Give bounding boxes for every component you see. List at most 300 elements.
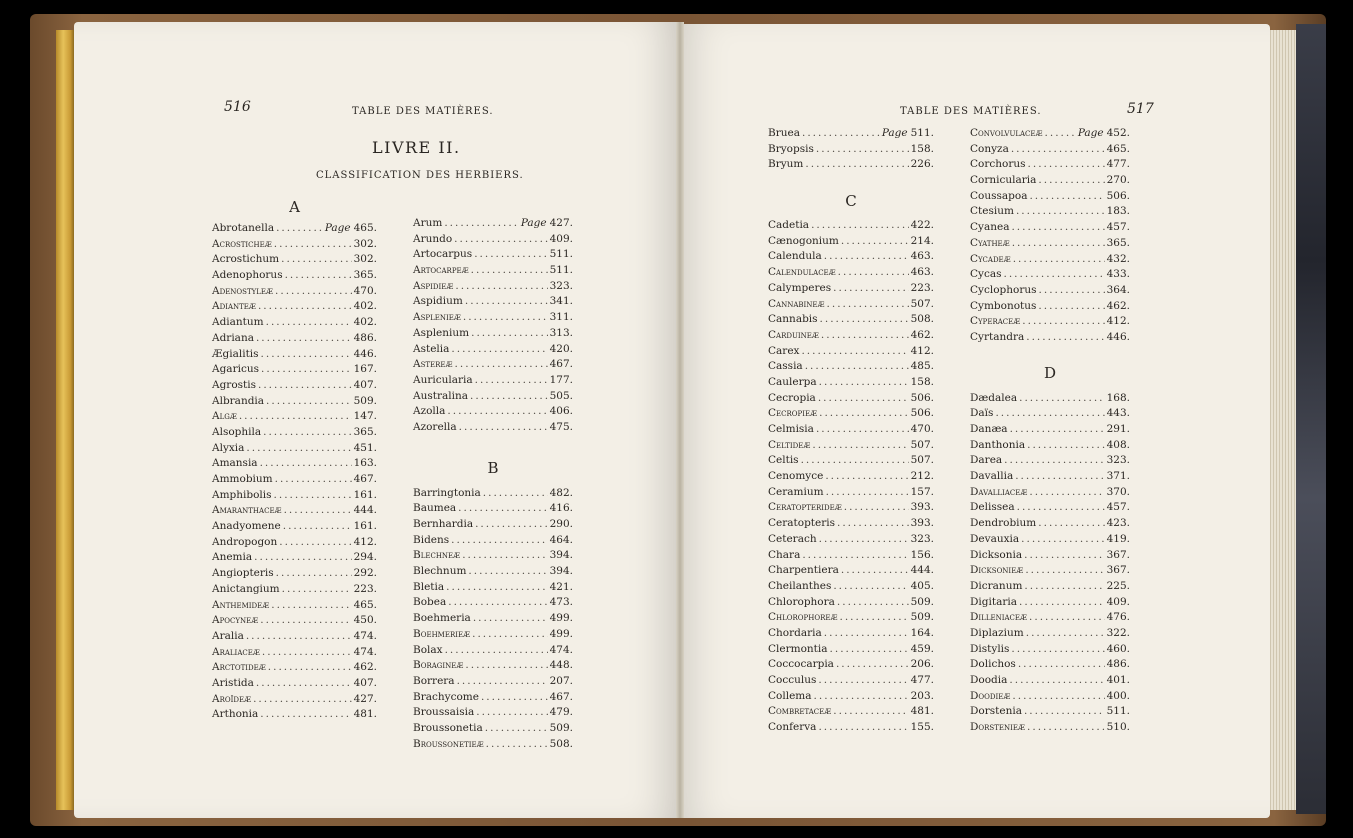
dot-leader <box>475 518 548 530</box>
page-number: 473. <box>549 596 573 609</box>
entry-page <box>1107 439 1130 451</box>
dot-leader <box>833 282 909 294</box>
dot-leader <box>260 708 351 720</box>
entry-page <box>911 580 934 592</box>
entry-name: Clermontia <box>768 642 828 655</box>
entry-page <box>1107 190 1130 202</box>
page-number: 511. <box>910 127 934 139</box>
entry-page <box>1107 221 1130 233</box>
entry-page <box>911 705 934 717</box>
index-entry <box>768 345 934 361</box>
entry-page <box>354 630 377 642</box>
index-entry <box>768 127 934 143</box>
page-number: 365. <box>1106 236 1130 249</box>
entry-name: Broussonetieæ <box>413 737 484 750</box>
index-entry <box>212 410 377 426</box>
index-entry <box>212 222 377 238</box>
dot-leader <box>827 298 909 310</box>
entry-name: Bryopsis <box>768 142 814 155</box>
page-number: 509. <box>353 394 377 407</box>
index-entry <box>413 264 573 280</box>
page-number: 465. <box>353 222 377 234</box>
index-entry <box>413 280 573 296</box>
page-number: 167. <box>353 363 377 376</box>
entry-name: Ceterach <box>768 532 817 545</box>
dot-leader <box>266 316 352 328</box>
dot-leader <box>474 248 547 260</box>
entry-name: Aroïdeæ <box>212 692 252 705</box>
dot-leader <box>1004 268 1105 280</box>
dot-leader <box>820 313 909 325</box>
page-number: 406. <box>549 405 573 418</box>
entry-name: Bruea <box>768 127 800 139</box>
index-entry <box>212 238 377 254</box>
entry-page <box>550 738 573 750</box>
dot-leader <box>454 233 547 245</box>
entry-name: Combretaceæ <box>768 705 832 718</box>
dot-leader <box>830 643 909 655</box>
dot-leader <box>837 517 909 529</box>
page-number: 223. <box>353 582 377 595</box>
entry-name: Calymperes <box>768 281 832 294</box>
entry-name: Dicksonia <box>970 548 1023 561</box>
entry-page <box>550 343 573 355</box>
entry-name: Abrotanella <box>212 222 275 234</box>
dot-leader <box>1019 596 1105 608</box>
entry-page <box>1107 549 1130 561</box>
dot-leader <box>1026 331 1104 343</box>
book-title: LIVRE II. <box>372 138 461 157</box>
dot-leader <box>476 706 547 718</box>
page-number: 470. <box>353 284 377 297</box>
dot-leader <box>1010 423 1105 435</box>
index-entry <box>970 596 1130 612</box>
entry-name: Celtis <box>768 454 799 467</box>
entry-name: Bobea <box>413 596 447 609</box>
entry-page <box>550 502 573 514</box>
index-entry <box>413 518 573 534</box>
page-number: 508. <box>910 313 934 326</box>
index-entry <box>768 501 934 517</box>
index-entry <box>970 721 1130 737</box>
index-entry <box>970 205 1130 221</box>
entry-page <box>1107 705 1130 717</box>
dot-leader <box>485 722 548 734</box>
right-col2 <box>970 127 1130 737</box>
entry-name: Agrostis <box>212 378 256 391</box>
page-number: 423. <box>1106 517 1130 530</box>
dot-leader <box>274 489 352 501</box>
page-number: 323. <box>910 532 934 545</box>
dot-leader <box>475 374 548 386</box>
index-list <box>413 487 573 754</box>
page-number: 475. <box>549 420 573 433</box>
index-entry <box>768 690 934 706</box>
entry-name: Dendrobium <box>970 517 1037 530</box>
index-entry <box>970 315 1130 331</box>
page-number: 481. <box>910 705 934 718</box>
page-number: 446. <box>353 347 377 360</box>
dot-leader <box>283 520 352 532</box>
dot-leader <box>285 269 352 281</box>
page-number: 313. <box>549 326 573 339</box>
entry-name: Dædalea <box>970 391 1018 404</box>
dot-leader <box>1024 549 1104 561</box>
entry-page <box>354 536 377 548</box>
entry-page <box>911 611 934 623</box>
dot-leader <box>262 646 352 658</box>
dot-leader <box>838 266 909 278</box>
page-number: 470. <box>910 423 934 435</box>
entry-page <box>354 661 377 673</box>
dot-leader <box>470 390 548 402</box>
entry-name: Arctotideæ <box>212 661 266 674</box>
entry-name: Aralia <box>212 629 244 642</box>
entry-name: Aristida <box>212 676 254 689</box>
index-entry <box>970 190 1130 206</box>
entry-name: Cyatheæ <box>970 236 1010 249</box>
entry-page <box>1107 423 1130 435</box>
dot-leader <box>1039 284 1105 296</box>
index-entry <box>970 237 1130 253</box>
index-entry <box>970 221 1130 237</box>
entry-name: Danæa <box>970 423 1008 435</box>
dot-leader <box>276 567 352 579</box>
entry-name: Dolichos <box>970 658 1016 671</box>
index-entry <box>212 332 377 348</box>
dot-leader <box>819 407 909 419</box>
entry-name: Adenostyleæ <box>212 284 274 297</box>
index-entry <box>768 564 934 580</box>
letter-heading-b: B <box>487 458 499 477</box>
entry-page <box>354 348 377 360</box>
index-entry <box>970 533 1130 549</box>
entry-page <box>354 363 377 375</box>
page-number: 311. <box>549 311 573 324</box>
entry-page <box>550 675 573 687</box>
page-number: 168. <box>1106 391 1130 404</box>
index-entry <box>413 311 573 327</box>
page-number: 412. <box>1106 315 1130 328</box>
entry-name: Ceratopterideæ <box>768 501 842 514</box>
entry-page <box>354 614 377 626</box>
index-entry <box>768 596 934 612</box>
index-entry <box>413 659 573 675</box>
entry-page <box>354 253 377 265</box>
entry-page <box>550 390 573 402</box>
page-number: 365. <box>353 425 377 438</box>
dot-leader <box>451 343 547 355</box>
index-entry <box>768 423 934 439</box>
index-entry <box>970 643 1130 659</box>
entry-page <box>354 332 377 344</box>
entry-name: Corchorus <box>970 158 1026 171</box>
index-entry <box>212 253 377 269</box>
dot-leader <box>254 551 351 563</box>
entry-page <box>1107 454 1130 466</box>
index-entry <box>768 407 934 423</box>
entry-page <box>911 282 934 294</box>
entry-name: Distylis <box>970 642 1010 655</box>
dot-leader <box>841 564 909 576</box>
index-entry <box>768 721 934 737</box>
entry-page <box>911 549 934 561</box>
page-number: 290. <box>549 518 573 530</box>
page-number: 459. <box>910 642 934 655</box>
dot-leader <box>1038 174 1104 186</box>
entry-name: Araliaceæ <box>212 645 260 658</box>
entry-page <box>911 298 934 310</box>
index-entry <box>768 250 934 266</box>
dot-leader <box>458 502 547 514</box>
entry-page <box>1107 596 1130 608</box>
entry-name: Ceratopteris <box>768 517 835 530</box>
index-entry <box>212 614 377 630</box>
index-entry <box>768 329 934 345</box>
page-number: 409. <box>1106 595 1130 608</box>
dot-leader <box>1011 221 1104 233</box>
entry-page <box>1107 331 1130 343</box>
page-number: 365. <box>353 269 377 282</box>
page-number: 371. <box>1106 470 1130 483</box>
index-entry <box>768 705 934 721</box>
index-entry <box>768 235 934 251</box>
dot-leader <box>818 721 908 733</box>
index-entry <box>413 421 573 437</box>
entry-page <box>1107 627 1130 639</box>
entry-name: Asplenium <box>413 326 470 339</box>
page-number: 161. <box>353 488 377 501</box>
index-list <box>768 219 934 737</box>
dot-leader <box>451 534 547 546</box>
index-entry <box>413 233 573 249</box>
index-list <box>413 217 573 437</box>
dot-leader <box>447 405 547 417</box>
entry-page <box>911 266 934 278</box>
entry-name: Convolvulaceæ <box>970 127 1043 139</box>
entry-page <box>1107 174 1130 186</box>
dot-leader <box>468 565 547 577</box>
page-number: 294. <box>353 551 377 564</box>
page-number: 507. <box>910 438 934 451</box>
index-entry <box>413 706 573 722</box>
page-number: 405. <box>910 579 934 592</box>
entry-name: Astereæ <box>413 358 453 371</box>
dot-leader <box>833 705 908 717</box>
index-entry <box>212 285 377 301</box>
index-entry <box>970 407 1130 423</box>
entry-name: Darea <box>970 454 1003 467</box>
entry-name: Cannabis <box>768 313 818 326</box>
dot-leader <box>471 264 548 276</box>
page-number: 467. <box>549 358 573 371</box>
entry-page <box>550 405 573 417</box>
index-entry <box>970 470 1130 486</box>
dot-leader <box>1021 533 1104 545</box>
dot-leader <box>816 423 909 435</box>
entry-name: Doodieæ <box>970 689 1011 702</box>
page-number: 207. <box>549 674 573 687</box>
page-number: 364. <box>1106 283 1130 296</box>
index-entry <box>970 439 1130 455</box>
entry-name: Blechneæ <box>413 549 461 562</box>
page-number: 474. <box>549 643 573 656</box>
page-number: 292. <box>353 567 377 580</box>
entry-name: Chara <box>768 548 801 561</box>
dot-leader <box>1025 564 1104 576</box>
index-entry <box>413 374 573 390</box>
dot-leader <box>457 675 548 687</box>
page-prefix: Page <box>324 222 351 234</box>
entry-name: Calendula <box>768 250 822 263</box>
entry-page <box>911 501 934 513</box>
entry-page <box>550 233 573 245</box>
dot-leader <box>1024 580 1104 592</box>
entry-name: Daïs <box>970 407 994 420</box>
entry-page <box>354 693 377 705</box>
page-number: 511. <box>549 264 573 277</box>
dot-leader <box>1015 470 1104 482</box>
page-number: 164. <box>910 626 934 639</box>
index-entry <box>212 426 377 442</box>
page-number: 408. <box>1106 438 1130 451</box>
entry-name: Cymbonotus <box>970 299 1037 312</box>
entry-name: Aspidium <box>413 295 463 308</box>
page-number: 486. <box>353 331 377 344</box>
entry-page <box>550 248 573 260</box>
entry-page <box>550 534 573 546</box>
index-entry <box>970 127 1130 143</box>
index-entry <box>768 360 934 376</box>
entry-page <box>354 316 377 328</box>
dot-leader <box>465 295 548 307</box>
dot-leader <box>1029 190 1104 202</box>
entry-name: Chordaria <box>768 626 822 639</box>
index-entry <box>212 348 377 364</box>
entry-page <box>354 457 377 469</box>
entry-page <box>1107 564 1130 576</box>
entry-name: Dilleniaceæ <box>970 611 1028 624</box>
page-number: 465. <box>353 598 377 611</box>
dot-leader <box>814 690 909 702</box>
page-number: 177. <box>549 373 573 386</box>
dot-leader <box>261 363 352 375</box>
page-number: 212. <box>910 470 934 483</box>
entry-name: Cycas <box>970 268 1002 281</box>
entry-page <box>1078 127 1130 139</box>
entry-name: Bernhardia <box>413 518 474 530</box>
entry-name: Barringtonia <box>413 486 481 499</box>
index-list <box>212 222 377 724</box>
page-number: 467. <box>353 473 377 485</box>
index-entry <box>413 327 573 343</box>
page-number: 407. <box>353 378 377 391</box>
entry-page <box>911 596 934 608</box>
entry-page <box>1107 501 1130 513</box>
entry-page <box>911 690 934 702</box>
entry-page <box>911 470 934 482</box>
dot-leader <box>268 661 352 673</box>
dot-leader <box>445 644 548 656</box>
dot-leader <box>811 219 909 231</box>
entry-page <box>1107 658 1130 670</box>
index-entry <box>768 439 934 455</box>
page-number: 451. <box>353 441 377 454</box>
entry-name: Apocyneæ <box>212 614 259 627</box>
entry-name: Digitaria <box>970 595 1017 608</box>
dot-leader <box>263 426 351 438</box>
dot-leader <box>246 442 351 454</box>
page-number: 448. <box>549 659 573 672</box>
dot-leader <box>472 628 548 640</box>
entry-name: Brachycome <box>413 690 479 703</box>
entry-page <box>911 345 934 357</box>
entry-page <box>354 300 377 312</box>
entry-name: Danthonia <box>970 438 1026 451</box>
index-entry <box>212 489 377 505</box>
page-number: 394. <box>549 549 573 562</box>
dot-leader <box>274 238 352 250</box>
index-entry <box>970 501 1130 517</box>
entry-name: Arum <box>413 217 443 229</box>
index-entry <box>212 646 377 662</box>
index-entry <box>768 486 934 502</box>
entry-name: Ceramium <box>768 485 824 498</box>
entry-page <box>1107 674 1130 686</box>
page-number: 476. <box>1106 611 1130 624</box>
index-entry <box>212 473 377 489</box>
page-number: 499. <box>549 627 573 640</box>
entry-page <box>550 421 573 433</box>
index-entry <box>212 520 377 536</box>
entry-page <box>550 691 573 703</box>
dot-leader <box>818 674 908 686</box>
entry-page <box>1107 690 1130 702</box>
index-entry <box>768 470 934 486</box>
page-number: 463. <box>910 250 934 263</box>
entry-name: Chlorophoreæ <box>768 611 838 624</box>
index-entry <box>970 611 1130 627</box>
entry-name: Boragineæ <box>413 659 464 672</box>
index-entry <box>212 693 377 709</box>
entry-page <box>1107 470 1130 482</box>
entry-name: Blechnum <box>413 565 467 578</box>
entry-page <box>354 489 377 501</box>
dot-leader <box>1004 454 1104 466</box>
page-number: 462. <box>1106 299 1130 312</box>
dot-leader <box>260 457 352 469</box>
page-number: 485. <box>910 360 934 373</box>
page-number: 462. <box>353 661 377 674</box>
page-number: 214. <box>910 234 934 247</box>
dot-leader <box>801 345 908 357</box>
left-col1 <box>212 192 377 724</box>
index-entry <box>970 143 1130 159</box>
entry-name: Davallia <box>970 470 1014 483</box>
dot-leader <box>1027 439 1104 451</box>
entry-name: Charpentiera <box>768 564 839 577</box>
entry-name: Bidens <box>413 533 450 546</box>
dot-leader <box>271 599 351 611</box>
entry-name: Amaranthaceæ <box>212 504 282 517</box>
dot-leader <box>246 630 352 642</box>
entry-name: Cenomyce <box>768 470 824 483</box>
entry-page <box>354 269 377 281</box>
page-number: 400. <box>1106 689 1130 702</box>
page-number: 407. <box>353 676 377 689</box>
index-entry <box>212 536 377 552</box>
page-number: 507. <box>910 297 934 310</box>
